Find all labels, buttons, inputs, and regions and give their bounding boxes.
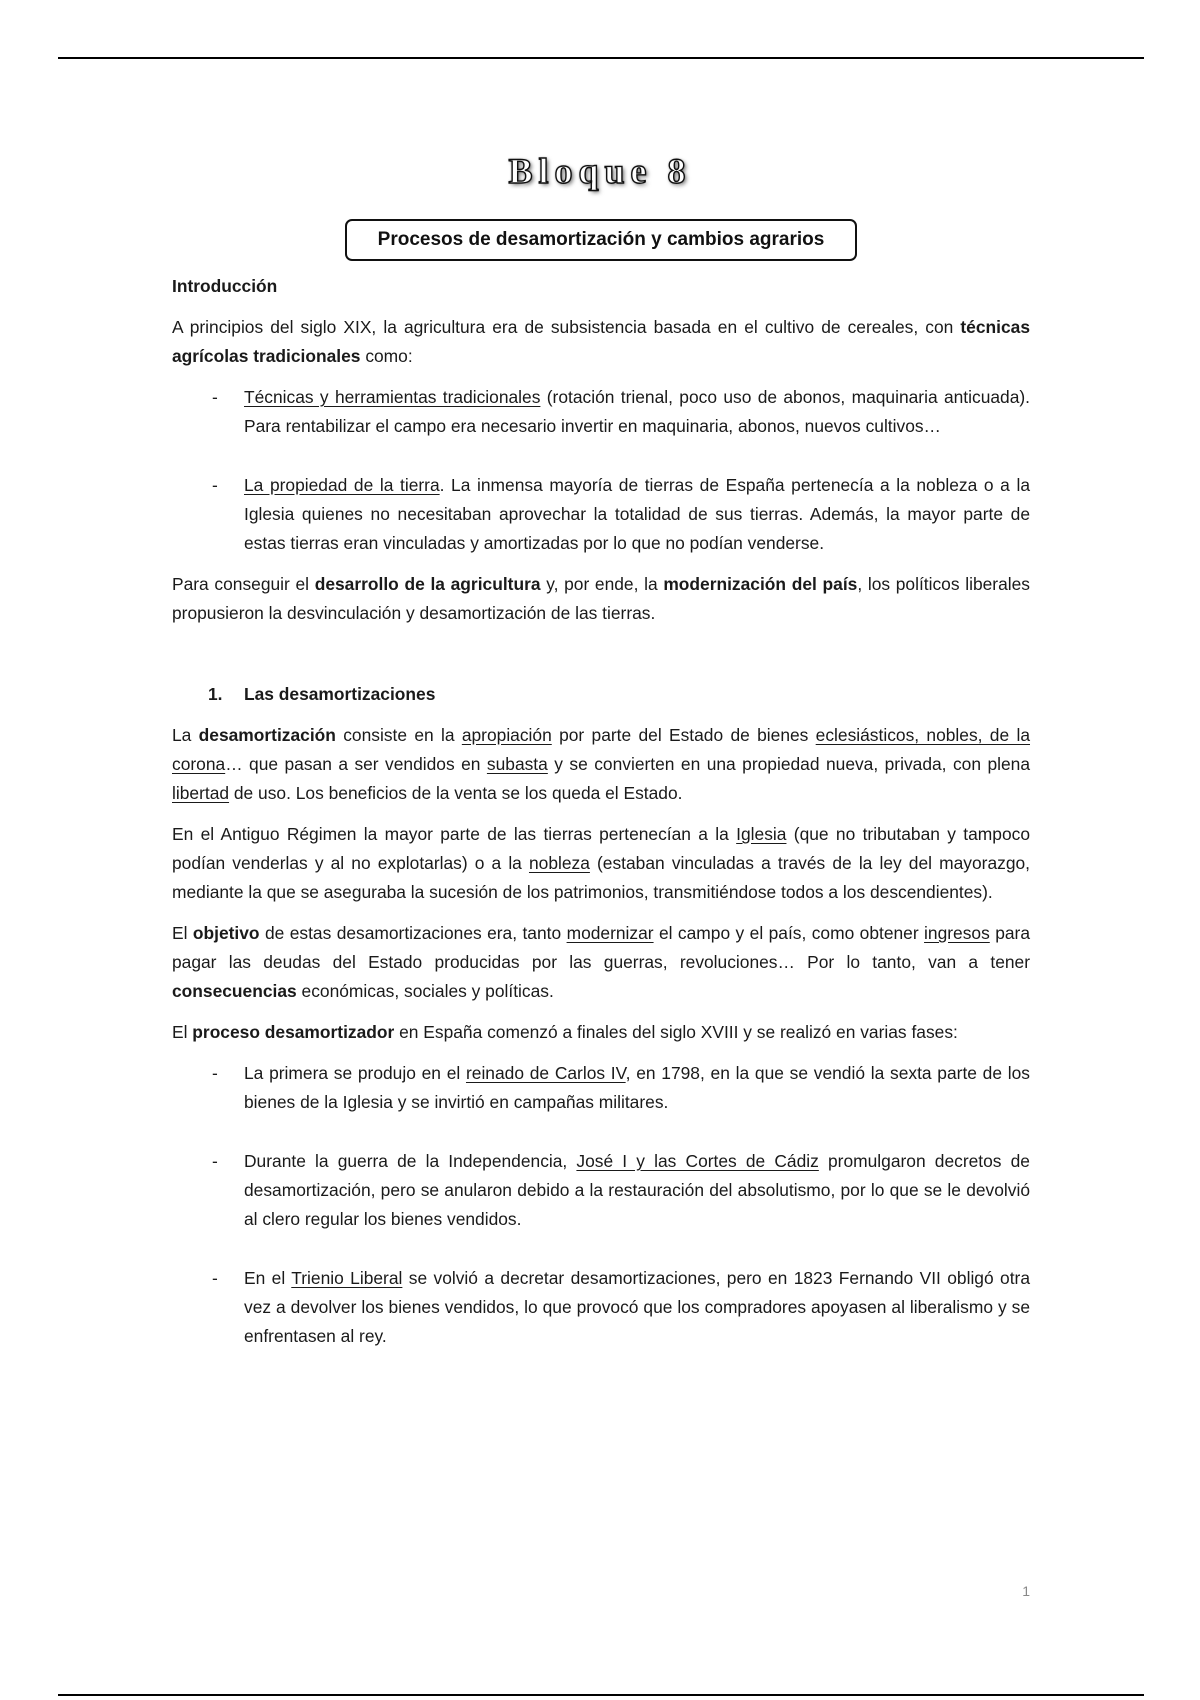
page-title: Bloque 8 bbox=[508, 151, 692, 191]
section-1-paragraph-2: En el Antiguo Régimen la mayor parte de las tierras pertenecían a la Iglesia (que no tributaban y tampoco podían venderlas y al no explotarlas) o a la nobleza (estaban vinculadas a través de la ley del mayorazgo, mediante la que se aseguraba la sucesión de los patrimonios, transmitiéndose todos a los descendientes). bbox=[172, 824, 1030, 902]
list-item: - La propiedad de la tierra. La inmensa mayoría de tierras de España pertenecía a la nobleza o a la Iglesia quienes no necesitaban aprovechar la totalidad de sus tierras. Además, la mayor parte de estas tierras eran vinculadas y amortizadas por lo que no podían venderse. bbox=[172, 471, 1030, 558]
footer-rule bbox=[58, 1694, 1144, 1696]
intro-paragraph-1: A principios del siglo XIX, la agricultura era de subsistencia basada en el cultivo de cereales, con técnicas agrícolas tradicionales como: bbox=[172, 317, 1030, 366]
list-item: - Durante la guerra de la Independencia, José I y las Cortes de Cádiz promulgaron decretos de desamortización, pero se anularon debido a la restauración del absolutismo, por lo que se le devolvió al clero regular los bienes vendidos. bbox=[172, 1147, 1030, 1234]
intro-heading: Introducción bbox=[172, 276, 278, 296]
list-item: - En el Trienio Liberal se volvió a decretar desamortizaciones, pero en 1823 Fernando VII obligó otra vez a devolver los bienes vendidos, lo que provocó que los compradores apoyasen al liberalismo y se enfrentasen al rey. bbox=[172, 1264, 1030, 1351]
intro-paragraph-2: Para conseguir el desarrollo de la agricultura y, por ende, la modernización del país, los políticos liberales propusieron la desvinculación y desamortización de las tierras. bbox=[172, 574, 1030, 623]
dash-bullet: - bbox=[212, 387, 218, 407]
dash-bullet: - bbox=[212, 1151, 218, 1171]
intro-list bbox=[172, 383, 1030, 558]
dash-bullet: - bbox=[212, 475, 218, 495]
subtitle-box bbox=[345, 219, 857, 261]
section-1-paragraph-1: La desamortización consiste en la apropiación por parte del Estado de bienes eclesiásticos, nobles, de la corona… que pasan a ser vendidos en subasta y se convierten en una propiedad nueva, privada, con plena libertad de uso. Los beneficios de la venta se los queda el Estado. bbox=[172, 725, 1030, 803]
header-rule bbox=[58, 57, 1144, 59]
section-1-paragraph-4: El proceso desamortizador en España comenzó a finales del siglo XVIII y se realizó en varias fases: bbox=[172, 1022, 958, 1042]
phases-list bbox=[172, 1059, 1030, 1351]
section-1-paragraph-3: El objetivo de estas desamortizaciones era, tanto modernizar el campo y el país, como obtener ingresos para pagar las deudas del Estado producidas por las guerras, revoluciones… Por lo tanto, van a tener consecuencias económicas, sociales y políticas. bbox=[172, 923, 1030, 1001]
section-spacer bbox=[172, 640, 1030, 680]
list-item: - Técnicas y herramientas tradicionales (rotación trienal, poco uso de abonos, maquinaria anticuada). Para rentabilizar el campo era necesario invertir en maquinaria, abonos, nuevos cultivos… bbox=[172, 383, 1030, 441]
subtitle-text: Procesos de desamortización y cambios agrarios bbox=[377, 229, 825, 250]
list-item: - La primera se produjo en el reinado de Carlos IV, en 1798, en la que se vendió la sexta parte de los bienes de la Iglesia y se invirtió en campañas militares. bbox=[172, 1059, 1030, 1117]
dash-bullet: - bbox=[212, 1268, 218, 1288]
dash-bullet: - bbox=[212, 1063, 218, 1083]
page-number: 1 bbox=[1022, 1583, 1030, 1599]
document-body bbox=[172, 272, 1030, 1363]
section-1-heading: 1. Las desamortizaciones bbox=[208, 684, 436, 704]
